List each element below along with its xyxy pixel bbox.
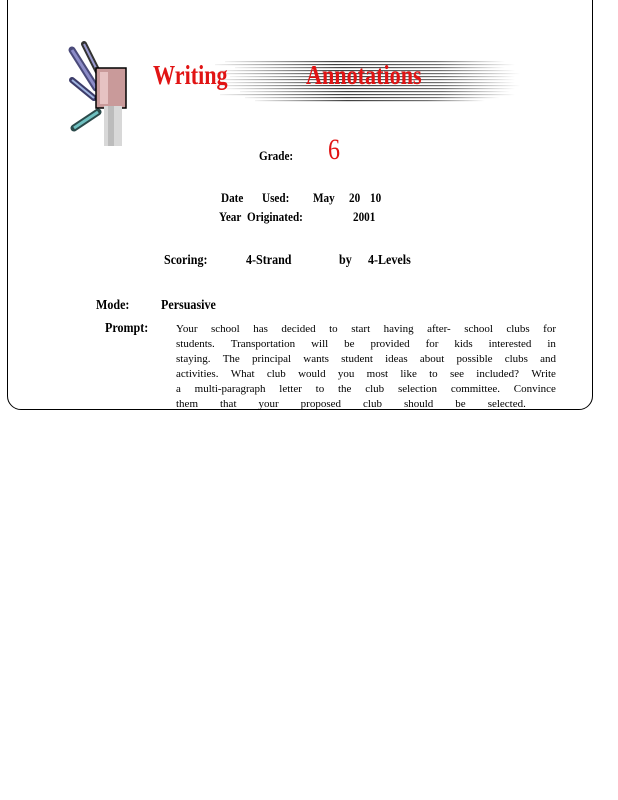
scoring-by: by <box>339 253 352 268</box>
prompt-line: activities. What club would you most like to see included? Write <box>176 368 556 380</box>
grade-label: Grade: <box>259 148 294 163</box>
scoring-label: Scoring: <box>164 253 208 268</box>
prompt-line: a multi-paragraph letter to the club selection committee. Convince <box>176 383 556 395</box>
scoring-levels: 4-Levels <box>368 253 411 268</box>
title-writing: Writing <box>153 60 228 90</box>
pencils-in-cup-icon <box>66 40 134 150</box>
prompt-line: staying. The principal wants student ideas about possible clubs and <box>176 353 556 365</box>
used-month: May <box>313 190 335 205</box>
prompt-label: Prompt: <box>105 321 149 336</box>
title-annotations: Annotations <box>306 60 422 90</box>
date-label: Date <box>221 190 244 205</box>
used-year: 10 <box>370 190 382 205</box>
grade-value: 6 <box>328 133 340 166</box>
used-day: 20 <box>349 190 361 205</box>
scoring-strand: 4-Strand <box>246 253 292 268</box>
prompt-line: students. Transportation will be provided for kids interested in <box>176 338 556 350</box>
year-label: Year <box>219 209 242 224</box>
originated-value: 2001 <box>353 209 376 224</box>
prompt-text <box>176 322 556 410</box>
prompt-line: Your school has decided to start having after- school clubs for <box>176 323 556 335</box>
used-label: Used: <box>262 190 290 205</box>
originated-label: Originated: <box>247 209 303 224</box>
mode-label: Mode: <box>96 298 130 313</box>
prompt-line: them that your proposed club should be selected. <box>176 398 526 410</box>
mode-value: Persuasive <box>161 298 216 313</box>
